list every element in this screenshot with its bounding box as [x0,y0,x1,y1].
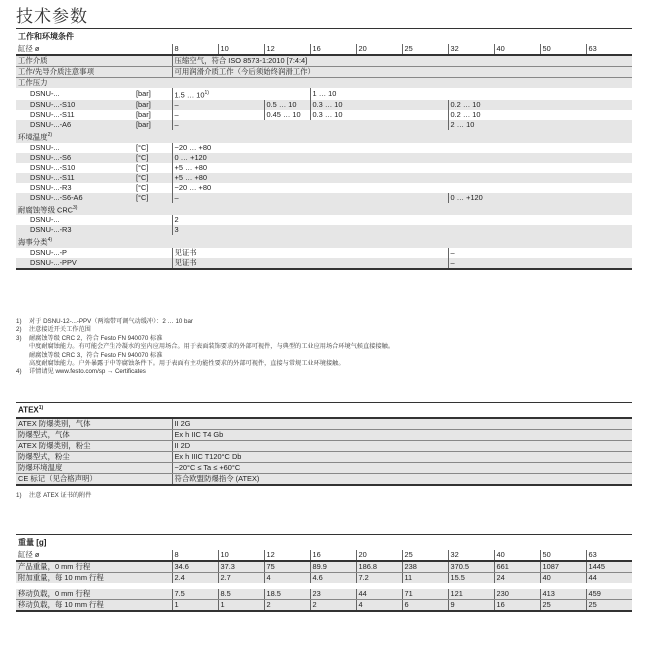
atex-value: Ex h IIC T4 Gb [172,429,632,440]
weight-label: 移动负载，每 10 mm 行程 [18,600,104,609]
atex-row [16,419,632,430]
temp-value: +5 … +80 [172,173,632,183]
weight-value: 25 [540,600,586,612]
weight-row [16,561,632,573]
lubrication-label: 工作/先导介质注意事项 [16,67,172,78]
model-name: DSNU-...-P [30,247,67,257]
atex-value: Ex h IIIC T120°C Db [172,451,632,462]
weight-value: 4.6 [310,573,356,584]
pressure-row [16,110,632,120]
unit: [bar] [136,110,151,120]
weight-value: 40 [540,573,586,584]
footnotes [16,318,632,377]
temp-value: −20 … +80 [172,183,632,193]
weight-value: 238 [402,561,448,573]
marine-value: 见证书 [172,248,448,258]
temp-row [16,153,632,163]
footnote: 中度耐腐蚀能力。有可能会产生冷凝水的室内应用场合。用于表面装饰要求的外部可视件，与典型的工业应用场合环境气候直接接触。 [29,343,395,351]
bore-size: 32 [448,44,494,55]
atex-value: 符合欧盟防爆指令 (ATEX) [172,473,632,485]
pressure-value: 2 … 10 [448,120,632,130]
model-name: DSNU-...-R3 [30,225,72,235]
bore-size: 8 [172,44,218,55]
weight-row [16,573,632,584]
atex-table [16,419,632,486]
pressure-label: 工作压力 [18,78,48,87]
atex-value: II 2D [172,440,632,451]
temp-row [16,163,632,173]
pressure-row [16,120,632,130]
temp-value: −20 … +80 [172,143,632,153]
model-name: DSNU-... [30,89,60,99]
weight-label: 附加重量，每 10 mm 行程 [18,573,104,582]
work-conditions-table [16,44,632,270]
bore-size: 25 [402,550,448,561]
weight-value: 7.2 [356,573,402,584]
marine-label: 海事分类$^{4)}$ [18,237,53,247]
pressure-value: – [172,100,264,110]
weight-table [16,550,632,612]
temp-header-row [16,130,632,142]
bore-label: 缸径 ø [18,550,40,559]
weight-value: 4 [356,600,402,612]
temp-row [16,143,632,153]
bore-row [16,44,632,55]
crc-row [16,215,632,225]
weight-value: 1087 [540,561,586,573]
model-name: DSNU-...-S11 [30,110,75,120]
model-name: DSNU-... [30,142,60,152]
model-name: DSNU-...-S6 [30,152,72,162]
atex-label: 防爆型式，气体 [16,429,172,440]
crc-value: 3 [172,225,632,235]
weight-value: 121 [448,589,494,600]
bore-size: 32 [448,550,494,561]
bore-size: 40 [494,550,540,561]
footnote: 2) 注意接近开关工作范围 [16,326,91,334]
weight-value: 1445 [586,561,632,573]
weight-value: 44 [356,589,402,600]
footnote: 耐腐蚀等级 CRC 3，符合 Festo FN 940070 标准 [29,351,163,359]
unit: [bar] [136,100,151,110]
bore-size: 12 [264,550,310,561]
weight-value: 44 [586,573,632,584]
pressure-value: – [172,110,264,120]
bore-size: 40 [494,44,540,55]
weight-value: 1 [172,600,218,612]
footnote: 高度耐腐蚀能力。户外暴露于中等腐蚀条件下。用于表面有主功能性要求的外部可视件，直接与常规工业环境接触。 [29,360,345,368]
atex-value: −20°C ≤ Ta ≤ +60°C [172,462,632,473]
crc-row [16,225,632,235]
weight-value: 2 [310,600,356,612]
weight-value: 186.8 [356,561,402,573]
temp-value: 0 … +120 [448,193,632,203]
atex-title: ATEX$^{1)}$ [16,402,632,419]
weight-value: 370.5 [448,561,494,573]
atex-label: ATEX 防爆类别，气体 [16,419,172,430]
unit: [°C] [136,172,149,182]
weight-title: 重量 [g] [16,534,632,550]
page-title: 技术参数 [16,7,88,27]
unit: [°C] [136,142,149,152]
weight-row [16,589,632,600]
weight-value: 230 [494,589,540,600]
weight-value: 1 [218,600,264,612]
weight-bore-row [16,550,632,561]
weight-value: 18.5 [264,589,310,600]
marine-value: – [448,248,632,258]
weight-value: 661 [494,561,540,573]
weight-label: 移动负载，0 mm 行程 [16,589,172,600]
work-conditions-section [16,28,632,270]
model-name: DSNU-...-R3 [30,182,72,192]
weight-value: 89.9 [310,561,356,573]
temp-row [16,183,632,193]
pressure-value: 0.5 … 10 [264,100,310,110]
model-name: DSNU-...-S6-A6 [30,192,83,202]
weight-value: 413 [540,589,586,600]
pressure-value: 0.2 … 10 [448,110,632,120]
atex-section [16,402,632,500]
marine-header-row [16,235,632,247]
medium-label: 工作介质 [16,55,172,67]
weight-value: 15.5 [448,573,494,584]
weight-value: 75 [264,561,310,573]
crc-value: 2 [172,215,632,225]
weight-value: 24 [494,573,540,584]
weight-value: 9 [448,600,494,612]
marine-row [16,248,632,258]
weight-value: 2 [264,600,310,612]
pressure-row [16,88,632,100]
temp-value: – [172,193,448,203]
weight-value: 37.3 [218,561,264,573]
atex-label: 防爆环境温度 [16,462,172,473]
temp-row [16,193,632,203]
weight-value: 34.6 [172,561,218,573]
footnote: 3) 耐腐蚀等级 CRC 2，符合 Festo FN 940070 标准 [16,334,163,342]
pressure-value: 0.3 … 10 [310,100,448,110]
medium-row [16,55,632,67]
pressure-value: 0.3 … 10 [310,110,448,120]
marine-row [16,258,632,269]
pressure-value: 1.5 … 10$^{1)}$ [172,88,310,100]
lubrication-value: 可用润滑介质工作（今后须始终润滑工作） [172,67,632,78]
temp-row [16,173,632,183]
pressure-value: 0.45 … 10 [264,110,310,120]
crc-label: 耐腐蚀等级 CRC$^{3)}$ [18,204,78,215]
unit: [°C] [136,192,149,202]
pressure-value: – [172,120,448,130]
bore-label: 缸径 ø [18,44,40,53]
footnote: 4) 详情请见 www.festo.com/sp → Certificates [16,368,146,376]
unit: [bar] [136,89,151,99]
atex-footnote: 1) 注意 ATEX 证书的附件 [16,491,92,499]
unit: [bar] [136,120,151,130]
weight-value: 459 [586,589,632,600]
unit: [°C] [136,182,149,192]
model-name: DSNU-...-S10 [30,100,76,110]
bore-size: 10 [218,44,264,55]
lubrication-row [16,67,632,78]
weight-value: 2.4 [172,573,218,584]
atex-row [16,429,632,440]
atex-label: 防爆型式，粉尘 [16,451,172,462]
bore-size: 20 [356,44,402,55]
medium-value: 压缩空气，符合 ISO 8573-1:2010 [7:4:4] [172,55,632,67]
model-name: DSNU-... [30,215,60,225]
unit: [°C] [136,162,149,172]
bore-size: 25 [402,44,448,55]
weight-value: 71 [402,589,448,600]
weight-value: 11 [402,573,448,584]
weight-row [16,600,632,612]
weight-value: 16 [494,600,540,612]
atex-row [16,462,632,473]
temp-value: 0 … +120 [172,153,632,163]
atex-value: II 2G [172,419,632,430]
bore-size: 12 [264,44,310,55]
weight-value: 25 [586,600,632,612]
atex-row [16,473,632,485]
model-name: DSNU-...-S10 [30,162,76,172]
temp-label: 环境温度$^{2)}$ [18,132,53,142]
weight-value: 2.7 [218,573,264,584]
atex-label: CE 标记（见合格声明） [18,473,97,483]
atex-row [16,451,632,462]
atex-row [16,440,632,451]
weight-value: 23 [310,589,356,600]
pressure-header-row [16,78,632,89]
pressure-value: 0.2 … 10 [448,100,632,110]
footnote: 1) 对于 DSNU-12-...-PPV（两端带可调气动缓冲）：2 … 10 bar [16,318,193,325]
crc-header-row [16,203,632,215]
model-name: DSNU-...-S11 [30,172,75,182]
bore-size: 50 [540,550,586,561]
weight-value: 4 [264,573,310,584]
marine-value: – [448,258,632,269]
pressure-value: 1 … 10 [310,88,632,100]
bore-size: 8 [172,550,218,561]
bore-size: 16 [310,44,356,55]
weight-value: 7.5 [172,589,218,600]
weight-section [16,534,632,612]
weight-label: 产品重量，0 mm 行程 [16,561,172,573]
weight-value: 8.5 [218,589,264,600]
bore-size: 63 [586,550,632,561]
weight-value: 6 [402,600,448,612]
bore-size: 16 [310,550,356,561]
bore-size: 63 [586,44,632,55]
model-name: DSNU-...-PPV [30,257,77,267]
atex-label: ATEX 防爆类别，粉尘 [16,440,172,451]
pressure-row [16,100,632,110]
bore-size: 50 [540,44,586,55]
model-name: DSNU-...-A6 [30,120,72,130]
work-conditions-title: 工作和环境条件 [16,28,632,44]
marine-value: 见证书 [172,258,448,269]
temp-value: +5 … +80 [172,163,632,173]
bore-size: 20 [356,550,402,561]
bore-size: 10 [218,550,264,561]
unit: [°C] [136,152,149,162]
